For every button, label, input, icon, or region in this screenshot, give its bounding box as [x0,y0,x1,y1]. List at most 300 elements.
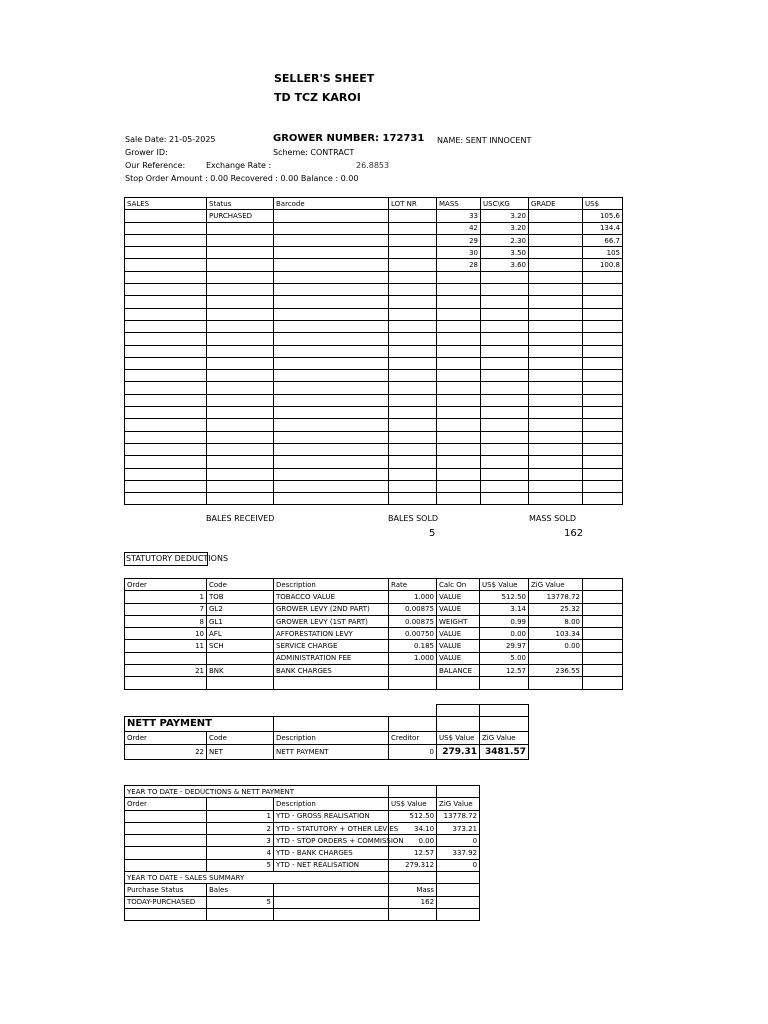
sales-cell [125,333,207,345]
sales-cell: 29 [437,234,481,246]
ytd-cell: 279.312 [389,859,437,871]
sales-cell [481,456,529,468]
ytd-section-label-cell: YEAR TO DATE - DEDUCTIONS & NETT PAYMENT [125,786,389,798]
sales-cell [274,284,389,296]
sales-cell [274,320,389,332]
deductions-cell: GROWER LEVY (2ND PART) [274,603,389,615]
sales-row-empty [125,345,623,357]
deductions-cell [583,628,623,640]
deductions-row [125,677,623,689]
deductions-row [125,615,623,627]
ytd-summary-row [125,896,480,908]
sales-cell [437,382,481,394]
sales-cell [274,407,389,419]
sales-cell [481,431,529,443]
nett-creditor: 0 [389,744,437,759]
deductions-cell: 10 [125,628,207,640]
sales-cell [529,357,583,369]
deductions-header-cell [583,579,623,591]
sales-cell [274,271,389,283]
sales-cell [207,456,274,468]
sales-row-empty [125,493,623,505]
ytd-cell: 3 [207,835,274,847]
ytd-cell [125,835,207,847]
stop-order-line: Stop Order Amount : 0.00 Recovered : 0.00 Balance : 0.00 [125,174,359,183]
deductions-header-cell: US$ Value [480,579,529,591]
deductions-row [125,628,623,640]
sales-row-empty [125,357,623,369]
sales-cell [125,382,207,394]
sales-cell [583,480,623,492]
deductions-cell: VALUE [437,591,480,603]
sales-cell [529,284,583,296]
sales-header-cell: LOT NR [389,198,437,210]
sales-cell [529,234,583,246]
sales-cell [207,357,274,369]
ytd-row [125,810,480,822]
statutory-deductions-label: STATUTORY DEDUCTIONS [126,554,229,563]
sales-cell [125,271,207,283]
sales-cell: 105.6 [583,210,623,222]
sale-date: Sale Date: 21-05-2025 [125,135,216,144]
deductions-cell: BNK [207,665,274,677]
sheet-subtitle: TD TCZ KAROI [274,91,361,104]
sales-cell [389,468,437,480]
sales-cell [207,271,274,283]
sales-cell [583,271,623,283]
sales-header-row [125,198,623,210]
sales-cell [529,345,583,357]
deductions-cell: 12.57 [480,665,529,677]
ytd-cell [437,908,480,920]
sales-cell: PURCHASED [207,210,274,222]
sales-cell [125,493,207,505]
sales-cell [437,271,481,283]
sales-cell [529,382,583,394]
deductions-header-cell: ZiG Value [529,579,583,591]
ytd-sales-summary-label [125,872,480,884]
sales-row-empty [125,296,623,308]
sales-cell [437,480,481,492]
sales-cell [529,222,583,234]
deductions-cell: TOBACCO VALUE [274,591,389,603]
sales-cell [437,456,481,468]
ytd-cell: YTD - STATUTORY + OTHER LEVIES [274,822,389,834]
sales-row-empty [125,382,623,394]
ytd-cell [125,847,207,859]
sales-row-empty [125,480,623,492]
sales-cell [583,419,623,431]
deductions-cell: 11 [125,640,207,652]
sales-cell [529,296,583,308]
deductions-header-cell: Order [125,579,207,591]
sales-cell [389,480,437,492]
deductions-cell: 8.00 [529,615,583,627]
deductions-cell: BALANCE [437,665,480,677]
sales-cell [437,407,481,419]
deductions-cell: 1.000 [389,652,437,664]
ytd-row [125,822,480,834]
sales-cell [583,357,623,369]
ytd-row [125,835,480,847]
sales-cell: 3.60 [481,259,529,271]
sales-cell [125,320,207,332]
sales-cell [529,370,583,382]
sales-cell [125,259,207,271]
sales-cell [207,370,274,382]
deductions-cell: 0.00875 [389,603,437,615]
sales-cell [125,222,207,234]
deductions-header-cell: Calc On [437,579,480,591]
sales-cell [125,308,207,320]
sales-cell [529,468,583,480]
ytd-summary-header-row [125,884,480,896]
ytd-summary-header-cell: Bales [207,884,274,896]
sales-cell [389,320,437,332]
sales-row-empty [125,431,623,443]
sales-cell [481,308,529,320]
sales-cell [389,394,437,406]
ytd-header-cell [207,798,274,810]
ytd-summary-cell: TODAY-PURCHASED [125,896,207,908]
sales-header-cell: Status [207,198,274,210]
our-reference: Our Reference: [125,161,186,170]
ytd-summary-cell: 5 [207,896,274,908]
deductions-cell [125,652,207,664]
deductions-cell [207,652,274,664]
sales-cell [207,480,274,492]
sales-cell [125,296,207,308]
sales-cell [207,493,274,505]
ytd-header-cell: US$ Value [389,798,437,810]
sales-cell [389,308,437,320]
sales-cell [481,370,529,382]
nett-order: 22 [125,744,207,759]
sales-cell [529,443,583,455]
sales-cell [437,284,481,296]
sales-cell [529,333,583,345]
sales-cell [207,259,274,271]
sales-cell [389,296,437,308]
ytd-cell: 5 [207,859,274,871]
ytd-cell: 1 [207,810,274,822]
ytd-cell: 34.10 [389,822,437,834]
sales-row-empty [125,320,623,332]
deductions-cell: GL2 [207,603,274,615]
sales-cell [583,333,623,345]
exchange-rate-value: 26.8853 [356,161,390,170]
ytd-sales-summary-label-cell: YEAR TO DATE - SALES SUMMARY [125,872,389,884]
sales-cell [207,320,274,332]
sales-cell: 28 [437,259,481,271]
mass-sold-label: MASS SOLD [529,514,577,523]
sales-cell [207,419,274,431]
sales-cell [481,357,529,369]
deductions-row [125,603,623,615]
sales-cell [207,222,274,234]
bales-received-label: BALES RECEIVED [206,514,275,523]
deductions-cell: 0.00750 [389,628,437,640]
nett-header-zig: ZiG Value [480,732,529,744]
sales-cell [389,493,437,505]
deductions-cell [583,677,623,689]
deductions-cell [583,665,623,677]
ytd-header-row [125,798,480,810]
sales-cell [125,456,207,468]
sales-cell [274,370,389,382]
deductions-cell [274,677,389,689]
deductions-cell: 3.14 [480,603,529,615]
sales-cell [125,407,207,419]
sales-row-empty [125,284,623,296]
sales-cell [481,493,529,505]
sales-cell: 42 [437,222,481,234]
mass-sold-value: 162 [564,528,584,539]
sales-row-empty [125,333,623,345]
ytd-cell [389,872,437,884]
ytd-cell [437,786,480,798]
ytd-cell: 13778.72 [437,810,480,822]
sales-cell [389,222,437,234]
sales-cell [437,333,481,345]
ytd-summary-cell: 162 [389,896,437,908]
sales-cell [389,333,437,345]
sales-cell [481,320,529,332]
sales-header-cell: Barcode [274,198,389,210]
deductions-row [125,652,623,664]
ytd-cell [125,822,207,834]
sales-cell [274,468,389,480]
sales-cell [529,480,583,492]
sales-cell [481,419,529,431]
sales-table [124,197,623,505]
sales-cell [529,431,583,443]
sales-cell [274,234,389,246]
ytd-cell: 373.21 [437,822,480,834]
deductions-cell: 1 [125,591,207,603]
ytd-cell: 4 [207,847,274,859]
deductions-cell: AFL [207,628,274,640]
sales-cell: 105 [583,247,623,259]
sales-cell [437,468,481,480]
sales-cell [274,493,389,505]
sales-cell [529,210,583,222]
sales-cell [529,456,583,468]
deductions-cell: VALUE [437,652,480,664]
ytd-cell [274,908,389,920]
sales-cell [389,431,437,443]
deductions-cell: 512.50 [480,591,529,603]
sales-cell [207,443,274,455]
ytd-cell: YTD - STOP ORDERS + COMMISSION [274,835,389,847]
sales-header-cell: SALES [125,198,207,210]
sales-cell [389,284,437,296]
sales-cell [437,431,481,443]
sales-cell [583,456,623,468]
nett-header-description: Description [274,732,389,744]
exchange-rate-label: Exchange Rate : [206,161,272,170]
sales-row [125,259,623,271]
sales-cell [529,259,583,271]
sales-cell [389,407,437,419]
sales-cell [389,247,437,259]
nett-payment-heading: NETT PAYMENT [125,717,274,732]
sales-cell [583,284,623,296]
sales-cell [207,296,274,308]
sales-cell [274,210,389,222]
sales-cell [389,345,437,357]
sales-cell [529,394,583,406]
sales-cell [437,493,481,505]
deductions-cell: VALUE [437,640,480,652]
sales-cell [207,234,274,246]
nett-header-creditor: Creditor [389,732,437,744]
deductions-cell: 21 [125,665,207,677]
sales-cell [207,382,274,394]
sales-cell [389,419,437,431]
deductions-cell [583,652,623,664]
deductions-header-cell: Rate [389,579,437,591]
sales-cell [207,308,274,320]
sales-cell [481,296,529,308]
sales-cell [437,419,481,431]
sales-row [125,210,623,222]
sales-cell [207,431,274,443]
sales-cell [437,345,481,357]
nett-payment-table [124,704,529,760]
deductions-cell: 5.00 [480,652,529,664]
sales-cell [125,480,207,492]
deductions-table [124,578,623,690]
sales-cell [481,443,529,455]
deductions-cell: 1.000 [389,591,437,603]
ytd-row [125,847,480,859]
sales-cell [207,284,274,296]
sales-cell [481,394,529,406]
nett-header-code: Code [207,732,274,744]
bales-sold-value: 5 [429,528,436,539]
sales-row-empty [125,370,623,382]
sales-cell [529,493,583,505]
ytd-cell: 0 [437,835,480,847]
sales-cell [437,394,481,406]
sales-row-empty [125,394,623,406]
sales-cell: 2.30 [481,234,529,246]
deductions-cell: TOB [207,591,274,603]
sales-cell [437,370,481,382]
sales-cell [274,443,389,455]
deductions-cell [583,603,623,615]
ytd-header-cell: Description [274,798,389,810]
sales-cell [274,222,389,234]
sales-cell [583,468,623,480]
deductions-cell [207,677,274,689]
ytd-cell [125,908,207,920]
sales-cell [437,308,481,320]
sales-cell [529,308,583,320]
deductions-cell: SCH [207,640,274,652]
deductions-cell: 103.34 [529,628,583,640]
ytd-summary-header-cell [274,884,389,896]
sales-cell: 30 [437,247,481,259]
nett-usd-value: 279.31 [437,744,480,759]
sales-cell [125,234,207,246]
sales-cell [583,308,623,320]
sales-row-empty [125,271,623,283]
sales-cell: 3.50 [481,247,529,259]
sheet-title: SELLER'S SHEET [274,72,375,85]
sales-cell [389,271,437,283]
sales-cell [583,320,623,332]
deductions-cell: 0.00 [529,640,583,652]
sales-cell [207,407,274,419]
sales-cell [481,333,529,345]
sales-cell [274,480,389,492]
sales-cell [125,443,207,455]
sales-cell [437,320,481,332]
sales-cell [389,443,437,455]
sales-cell [583,407,623,419]
ytd-table [124,785,480,921]
ytd-summary-header-cell: Mass [389,884,437,896]
sales-cell [207,468,274,480]
deductions-cell: 0.00875 [389,615,437,627]
ytd-header-cell: Order [125,798,207,810]
grower-number: GROWER NUMBER: 172731 [273,133,425,144]
sales-cell [583,345,623,357]
sales-cell [125,468,207,480]
nett-code: NET [207,744,274,759]
sales-cell [274,345,389,357]
grower-id: Grower ID: [125,148,168,157]
sales-cell [125,431,207,443]
sales-cell: 66.7 [583,234,623,246]
ytd-cell [389,786,437,798]
deductions-cell: VALUE [437,603,480,615]
sales-cell [529,320,583,332]
deductions-cell: 29.97 [480,640,529,652]
ytd-cell [207,908,274,920]
deductions-cell: VALUE [437,628,480,640]
sales-cell [583,394,623,406]
sales-cell [529,407,583,419]
ytd-cell: 12.57 [389,847,437,859]
sales-cell [274,394,389,406]
sales-row [125,234,623,246]
sales-row-empty [125,468,623,480]
deductions-cell: 8 [125,615,207,627]
sales-cell [207,345,274,357]
nett-header-usd: US$ Value [437,732,480,744]
ytd-cell [437,872,480,884]
sales-cell: 3.20 [481,210,529,222]
ytd-summary-cell [274,896,389,908]
sales-cell [125,370,207,382]
sales-cell [207,247,274,259]
deductions-cell: ADMINISTRATION FEE [274,652,389,664]
ytd-cell [125,810,207,822]
sales-cell [481,284,529,296]
sales-cell [481,407,529,419]
sales-cell [274,419,389,431]
deductions-row [125,591,623,603]
sales-cell [125,357,207,369]
deductions-header-cell: Description [274,579,389,591]
ytd-row [125,859,480,871]
sales-cell [274,382,389,394]
deductions-cell: 0.00 [480,628,529,640]
deductions-cell: 13778.72 [529,591,583,603]
